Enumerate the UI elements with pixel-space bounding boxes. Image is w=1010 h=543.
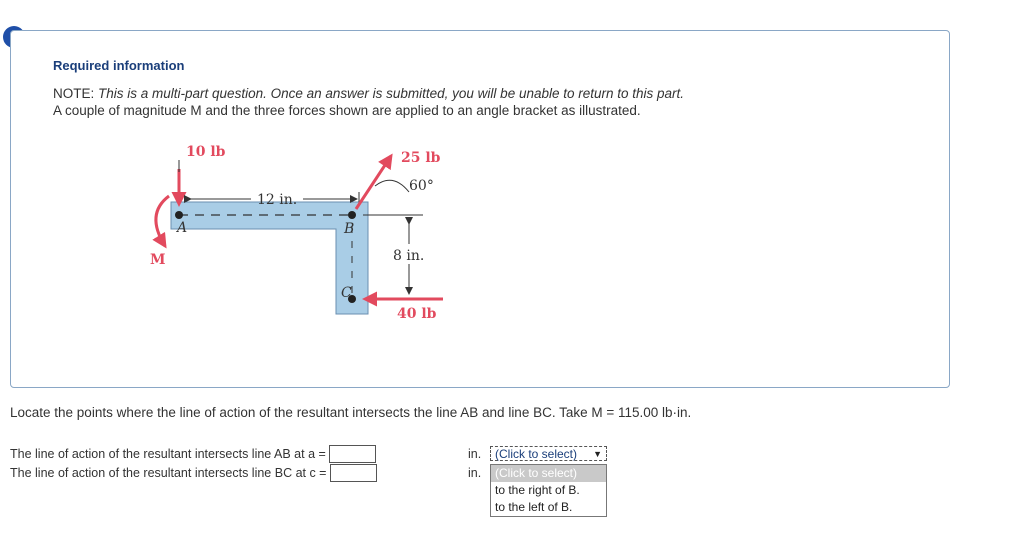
direction-select[interactable] — [490, 446, 607, 461]
label-couple-m: M — [150, 252, 166, 268]
answer-row-ab — [10, 445, 376, 463]
required-info-panel — [10, 30, 950, 388]
unit-label-ab: in. — [468, 447, 482, 461]
option-click-to-select[interactable]: (Click to select) — [491, 465, 606, 482]
label-40lb: 40 lb — [397, 306, 437, 322]
couple-m-arrow — [156, 196, 169, 246]
answer-input-c[interactable] — [330, 464, 377, 482]
point-a-marker — [175, 211, 183, 219]
direction-select-value: (Click to select) — [495, 446, 578, 461]
answer-label-ab: The line of action of the resultant intersects line AB at a = — [10, 447, 326, 461]
unit-label-bc: in. — [468, 466, 482, 480]
label-point-c: C — [341, 285, 352, 301]
point-b-marker — [348, 211, 356, 219]
direction-options-list — [490, 464, 607, 517]
label-12in: 12 in. — [257, 192, 298, 208]
option-right-of-b[interactable]: to the right of B. — [495, 483, 580, 497]
option-left-of-b[interactable]: to the left of B. — [495, 500, 573, 514]
label-60deg: 60° — [409, 178, 434, 194]
chevron-down-icon: ▼ — [593, 448, 602, 459]
label-8in: 8 in. — [393, 248, 425, 264]
label-25lb: 25 lb — [401, 150, 441, 166]
bracket-figure — [131, 134, 471, 324]
note-text: NOTE: This is a multi-part question. Once an answer is submitted, you will be unable to return to this part. — [53, 86, 685, 101]
required-info-title: Required information — [53, 58, 185, 73]
answer-label-bc: The line of action of the resultant intersects line BC at c = — [10, 466, 327, 480]
label-10lb: 10 lb — [186, 144, 226, 160]
answer-input-a[interactable] — [329, 445, 376, 463]
answer-row-bc — [10, 464, 377, 482]
problem-description: A couple of magnitude M and the three forces shown are applied to an angle bracket as illustrated. — [53, 103, 641, 118]
question-text: Locate the points where the line of action of the resultant intersects the line AB and line BC. Take M = 115.00 lb·in. — [10, 405, 692, 420]
label-point-a: A — [177, 220, 188, 236]
angle-bracket — [171, 202, 368, 314]
label-point-b: B — [344, 221, 355, 237]
force-25lb-arrow — [356, 156, 391, 209]
